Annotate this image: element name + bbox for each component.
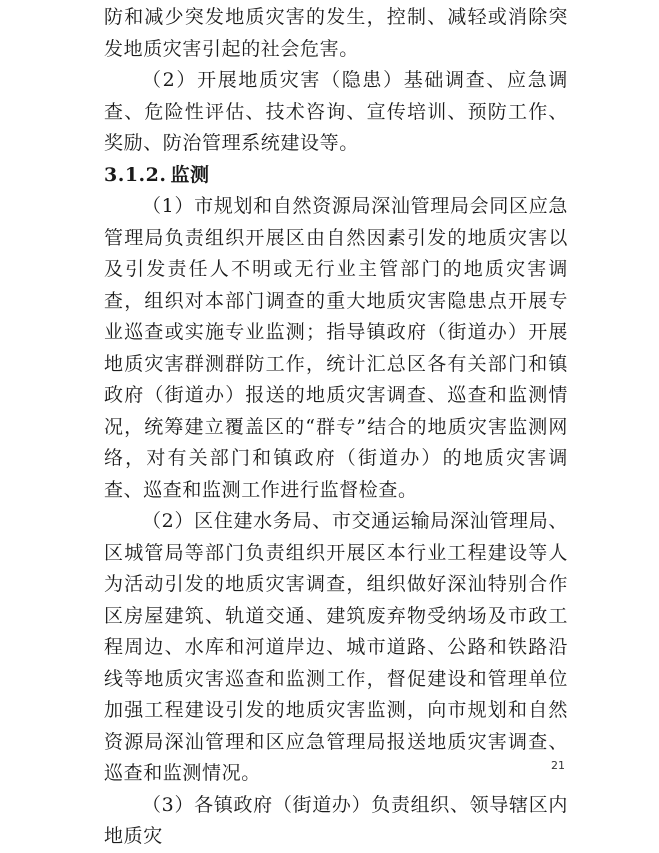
paragraph-prevention-item-2: （2）开展地质灾害（隐患）基础调查、应急调查、危险性评估、技术咨询、宣传培训、预防工作、奖励、防治管理系统建设等。 xyxy=(104,69,568,154)
page-number: 21 xyxy=(551,759,565,772)
section-number: 3.1.2. xyxy=(104,163,167,186)
paragraph-monitoring-item-2: （2）区住建水务局、市交通运输局深汕管理局、区城管局等部门负责组织开展区本行业工程建设等人为活动引发的地质灾害调查，组织做好深汕特别合作区房屋建筑、轨道交通、建筑废弃物受纳场及市政工程周边、水库和河道岸边、城市道路、公路和铁路沿线等地质灾害巡查和监测工作，督促建设和管理单位加强工程建设引发的地质灾害监测，向市规划和自然资源局深汕管理和区应急管理局报送地质灾害调查、巡查和监测情况。 xyxy=(104,510,568,784)
paragraph-monitoring-item-1: （1）市规划和自然资源局深汕管理局会同区应急管理局负责组织开展区由自然因素引发的地质灾害以及引发责任人不明或无行业主管部门的地质灾害调查，组织对本部门调查的重大地质灾害隐患点开展专业巡查或实施专业监测；指导镇政府（街道办）开展地质灾害群测群防工作，统计汇总区各有关部门和镇政府（街道办）报送的地质灾害调查、巡查和监测情况，统筹建立覆盖区的“群专”结合的地质灾害监测网络，对有关部门和镇政府（街道办）的地质灾害调查、巡查和监测工作进行监督检查。 xyxy=(104,195,568,501)
document-body xyxy=(104,2,568,853)
section-title: 监测 xyxy=(170,163,210,186)
paragraph-prevention-continued: 防和减少突发地质灾害的发生，控制、减轻或消除突发地质灾害引起的社会危害。 xyxy=(104,6,568,60)
paragraph-monitoring-item-3: （3）各镇政府（街道办）负责组织、领导辖区内地质灾 xyxy=(104,793,568,847)
section-heading xyxy=(104,160,568,192)
